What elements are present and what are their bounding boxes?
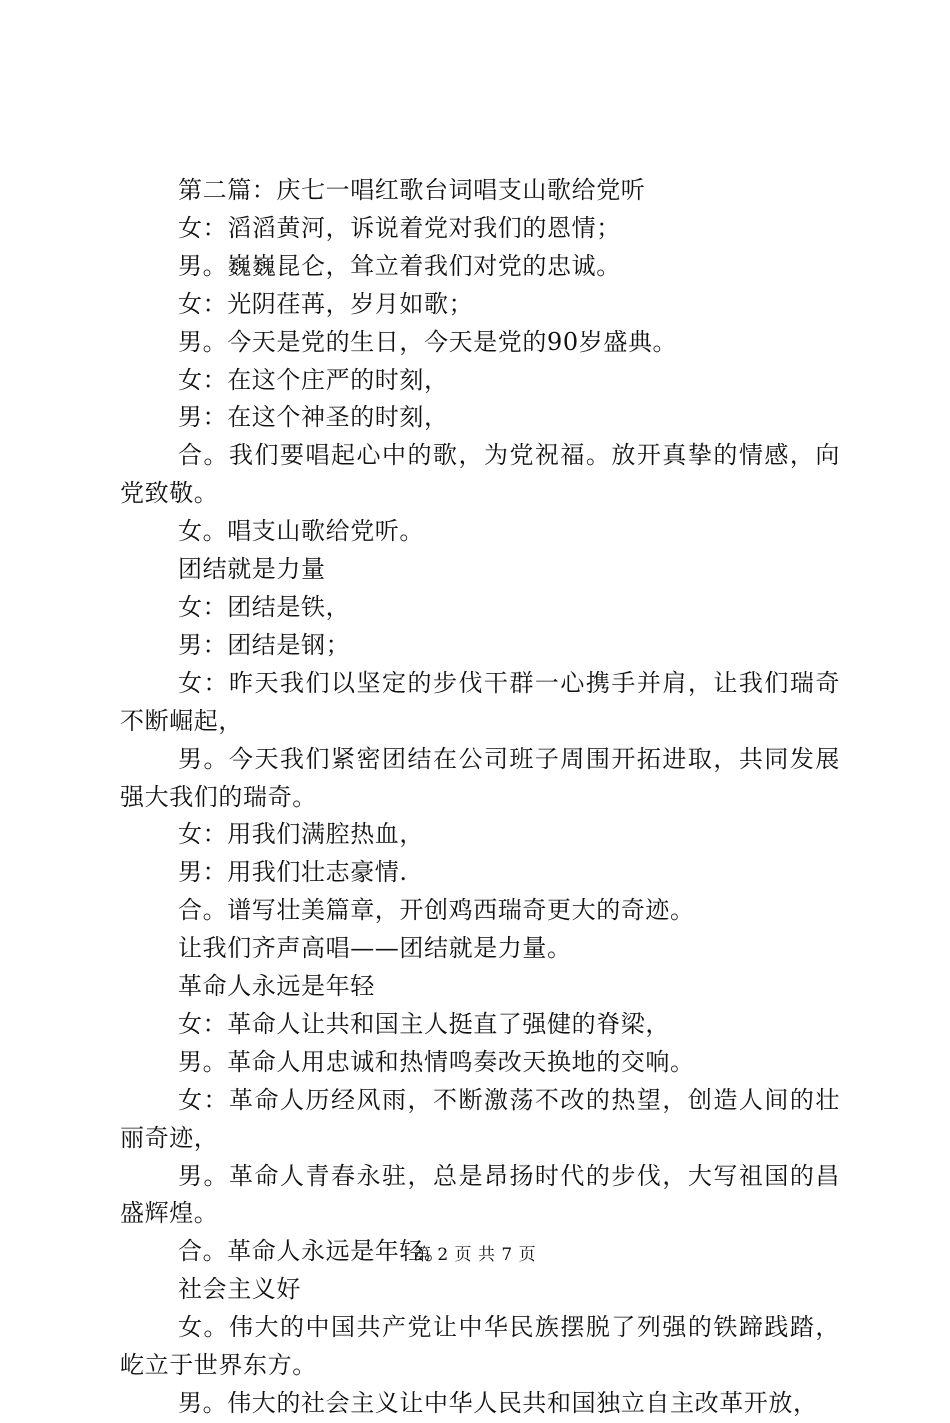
paragraph: 女：在这个庄严的时刻，	[178, 365, 449, 394]
paragraph: 女。唱支山歌给党听。	[178, 517, 424, 546]
paragraph: 女：革命人历经风雨，不断激荡不改的热望，创造人间的壮丽奇迹，	[120, 1085, 840, 1152]
paragraph: 男。巍巍昆仑，耸立着我们对党的忠诚。	[178, 251, 621, 280]
paragraph: 女：昨天我们以坚定的步伐干群一心携手并肩，让我们瑞奇不断崛起，	[120, 668, 840, 735]
section-heading: 团结就是力量	[178, 555, 326, 584]
paragraph: 男。伟大的社会主义让中华人民共和国独立自主改革开放，	[178, 1389, 818, 1417]
paragraph: 合。谱写壮美篇章，开创鸡西瑞奇更大的奇迹。	[178, 896, 695, 925]
paragraph: 女：用我们满腔热血，	[178, 820, 424, 849]
document-body	[120, 172, 840, 1423]
paragraph: 女：团结是铁，	[178, 592, 351, 621]
paragraph: 男：用我们壮志豪情.	[178, 858, 408, 887]
section-heading: 革命人永远是年轻	[178, 972, 375, 1001]
document-title: 第二篇：庆七一唱红歌台词唱支山歌给党听	[178, 176, 646, 204]
paragraph: 男。革命人青春永驻，总是昂扬时代的步伐，大写祖国的昌盛辉煌。	[120, 1161, 840, 1228]
paragraph: 女：光阴荏苒，岁月如歌；	[178, 289, 474, 318]
section-heading: 社会主义好	[178, 1275, 301, 1304]
paragraph: 女。伟大的中国共产党让中华民族摆脱了列强的铁蹄践踏，屹立于世界东方。	[120, 1313, 840, 1380]
paragraph: 女：滔滔黄河，诉说着党对我们的恩情；	[178, 213, 621, 242]
paragraph: 让我们齐声高唱——团结就是力量。	[178, 934, 572, 963]
paragraph: 男。革命人用忠诚和热情鸣奏改天换地的交响。	[178, 1047, 695, 1076]
paragraph: 男：在这个神圣的时刻，	[178, 403, 449, 432]
paragraph: 女：革命人让共和国主人挺直了强健的脊梁，	[178, 1009, 670, 1038]
paragraph: 男。今天是党的生日，今天是党的90岁盛典。	[178, 327, 678, 356]
paragraph: 合。革命人永远是年轻。	[178, 1237, 449, 1266]
paragraph: 男。今天我们紧密团结在公司班子周围开拓进取，共同发展强大我们的瑞奇。	[120, 744, 840, 811]
page-number-footer: 第 2 页 共 7 页	[413, 1245, 537, 1265]
paragraph: 男：团结是钢；	[178, 630, 351, 659]
paragraph: 合。我们要唱起心中的歌，为党祝福。放开真挚的情感，向党致敬。	[120, 441, 840, 508]
